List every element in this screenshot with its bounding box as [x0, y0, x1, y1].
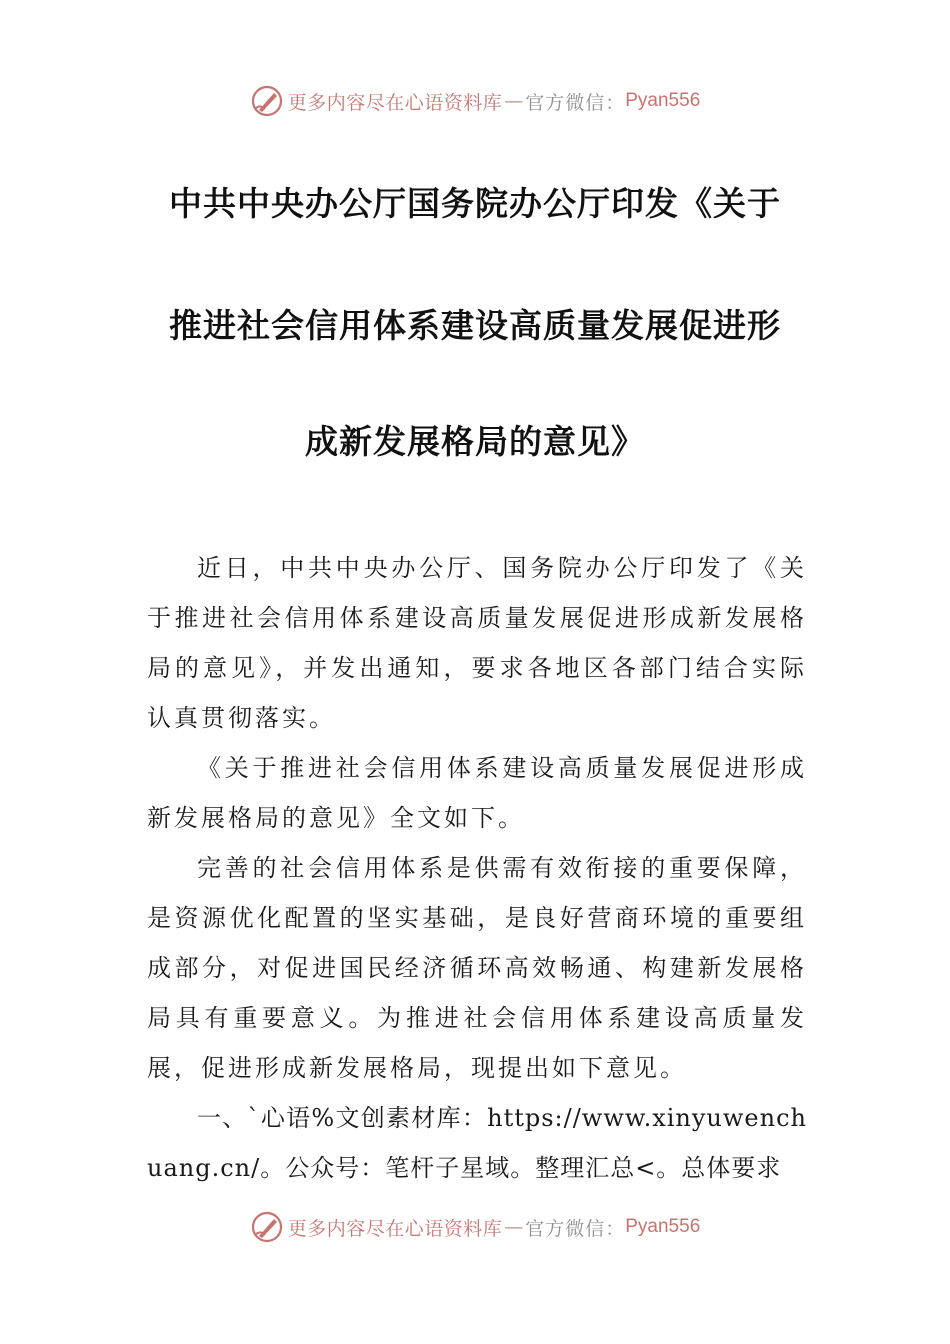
- document-title-line-1: 中共中央办公厅国务院办公厅印发《关于: [169, 184, 781, 223]
- watermark-wechat-id: Pyan556: [625, 1216, 701, 1237]
- body-paragraph-1: 近日，中共中央办公厅、国务院办公厅印发了《关于推进社会信用体系建设高质量发展促进形成新发展格局的意见》，并发出通知，要求各地区各部门结合实际认真贯彻落实。: [147, 554, 807, 732]
- header-watermark: [0, 84, 950, 118]
- watermark-wechat-id: Pyan556: [625, 90, 701, 111]
- watermark-label: 官方微信：: [525, 1217, 626, 1240]
- pen-quill-logo-icon: [250, 84, 284, 118]
- document-title-line-3: 成新发展格局的意见》: [305, 422, 645, 461]
- pen-quill-logo-icon: [250, 1210, 284, 1244]
- footer-watermark: [0, 1210, 950, 1244]
- watermark-text: 更多内容尽在心语资料库: [287, 1217, 503, 1240]
- watermark-dash: —: [504, 90, 524, 112]
- watermark-dash: —: [504, 1216, 524, 1238]
- watermark-text: 更多内容尽在心语资料库: [287, 91, 503, 114]
- body-paragraph-3: 完善的社会信用体系是供需有效衔接的重要保障，是资源优化配置的坚实基础，是良好营商环境的重要组成部分，对促进国民经济循环高效畅通、构建新发展格局具有重要意义。为推进社会信用体系建设高质量发展，促进形成新发展格局，现提出如下意见。: [147, 854, 807, 1082]
- body-paragraph-4: 一、`心语%文创素材库：https://www.xinyuwenchuang.cn/。公众号：笔杆子星域。整理汇总<。总体要求: [147, 1104, 807, 1182]
- body-paragraph-2: 《关于推进社会信用体系建设高质量发展促进形成新发展格局的意见》全文如下。: [147, 754, 807, 832]
- document-title-line-2: 推进社会信用体系建设高质量发展促进形: [169, 306, 781, 345]
- watermark-label: 官方微信：: [525, 91, 626, 114]
